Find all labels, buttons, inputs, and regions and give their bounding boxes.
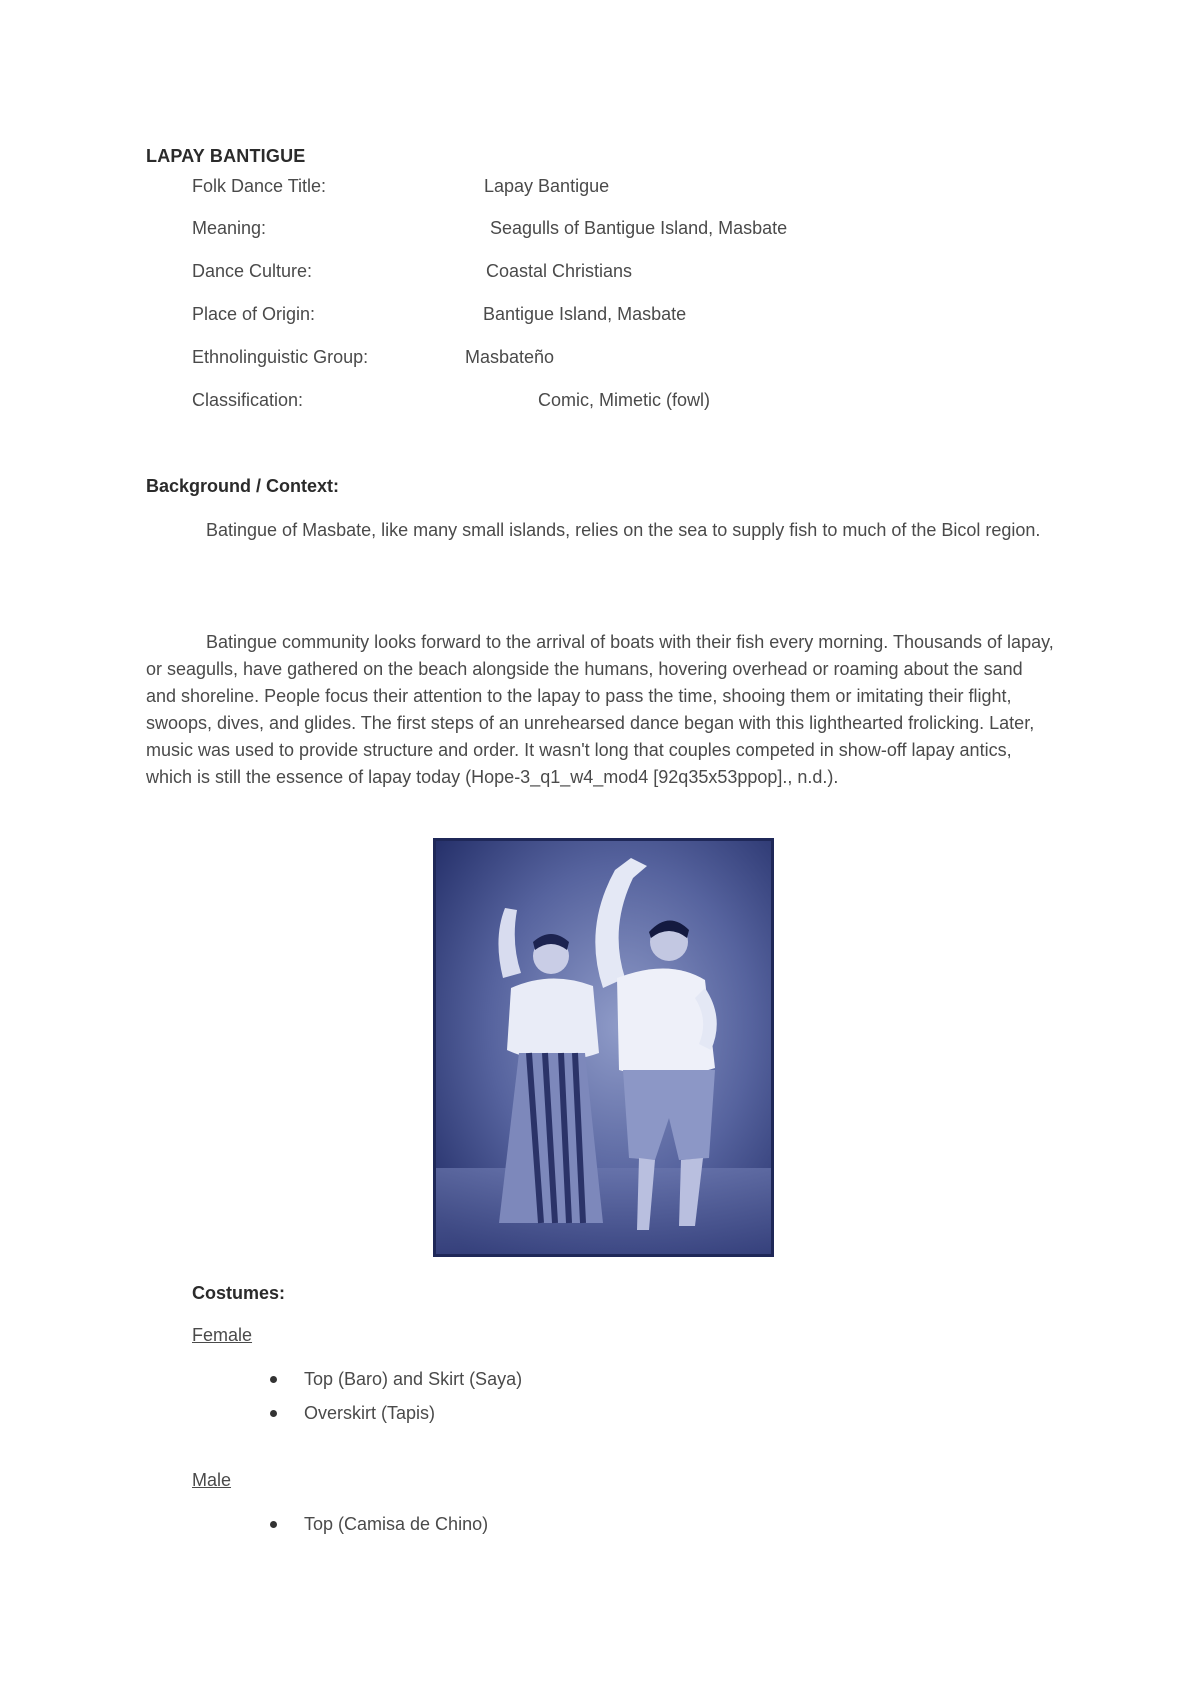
list-item-text: Overskirt (Tapis) [304, 1403, 436, 1423]
info-value: Bantigue Island, Masbate [483, 304, 687, 324]
male-subheading: Male [192, 1470, 232, 1490]
bullet-icon [270, 1410, 277, 1417]
bullet-icon [270, 1376, 277, 1383]
female-costume-list [266, 1368, 522, 1436]
costumes-heading: Costumes: [192, 1283, 286, 1303]
list-item-text: Top (Baro) and Skirt (Saya) [304, 1369, 523, 1389]
info-label: Classification: [192, 390, 304, 410]
info-value: Masbateño [465, 347, 555, 367]
background-heading: Background / Context: [146, 476, 340, 496]
info-label: Place of Origin: [192, 304, 316, 324]
info-label: Dance Culture: [192, 261, 313, 281]
female-subheading: Female [192, 1325, 253, 1345]
info-value: Comic, Mimetic (fowl) [538, 390, 711, 410]
background-paragraph: Batingue community looks forward to the arrival of boats with their fish every morning. Thousands of lapay, or seagulls, have gathered on the beach alongside the humans, hovering overhead or roaming about the sand and shoreline. People focus their attention to the lapay to pass the time, shooing them or imitating their flight, swoops, dives, and glides. The first steps of an unrehearsed dance began with this lighthearted frolicking. Later, music was used to provide structure and order. It wasn't long that couples competed in show-off lapay antics, which is still the essence of lapay today (Hope-3_q1_w4_mod4 [92q35x53ppop]., n.d.). [146, 632, 1054, 787]
info-label: Meaning: [192, 218, 267, 238]
info-value: Seagulls of Bantigue Island, Masbate [490, 218, 788, 238]
list-item-text: Top (Camisa de Chino) [304, 1514, 489, 1534]
dancers-photo [433, 838, 774, 1257]
male-costume-list [266, 1513, 488, 1547]
list-item [266, 1513, 488, 1547]
background-paragraph: Batingue of Masbate, like many small islands, relies on the sea to supply fish to much of the Bicol region. [206, 520, 1041, 540]
info-label: Folk Dance Title: [192, 176, 327, 196]
info-value: Lapay Bantigue [484, 176, 610, 196]
list-item [266, 1368, 522, 1402]
bullet-icon [270, 1521, 277, 1528]
list-item [266, 1402, 522, 1436]
info-label: Ethnolinguistic Group: [192, 347, 369, 367]
document-title: LAPAY BANTIGUE [146, 146, 306, 166]
info-value: Coastal Christians [486, 261, 633, 281]
